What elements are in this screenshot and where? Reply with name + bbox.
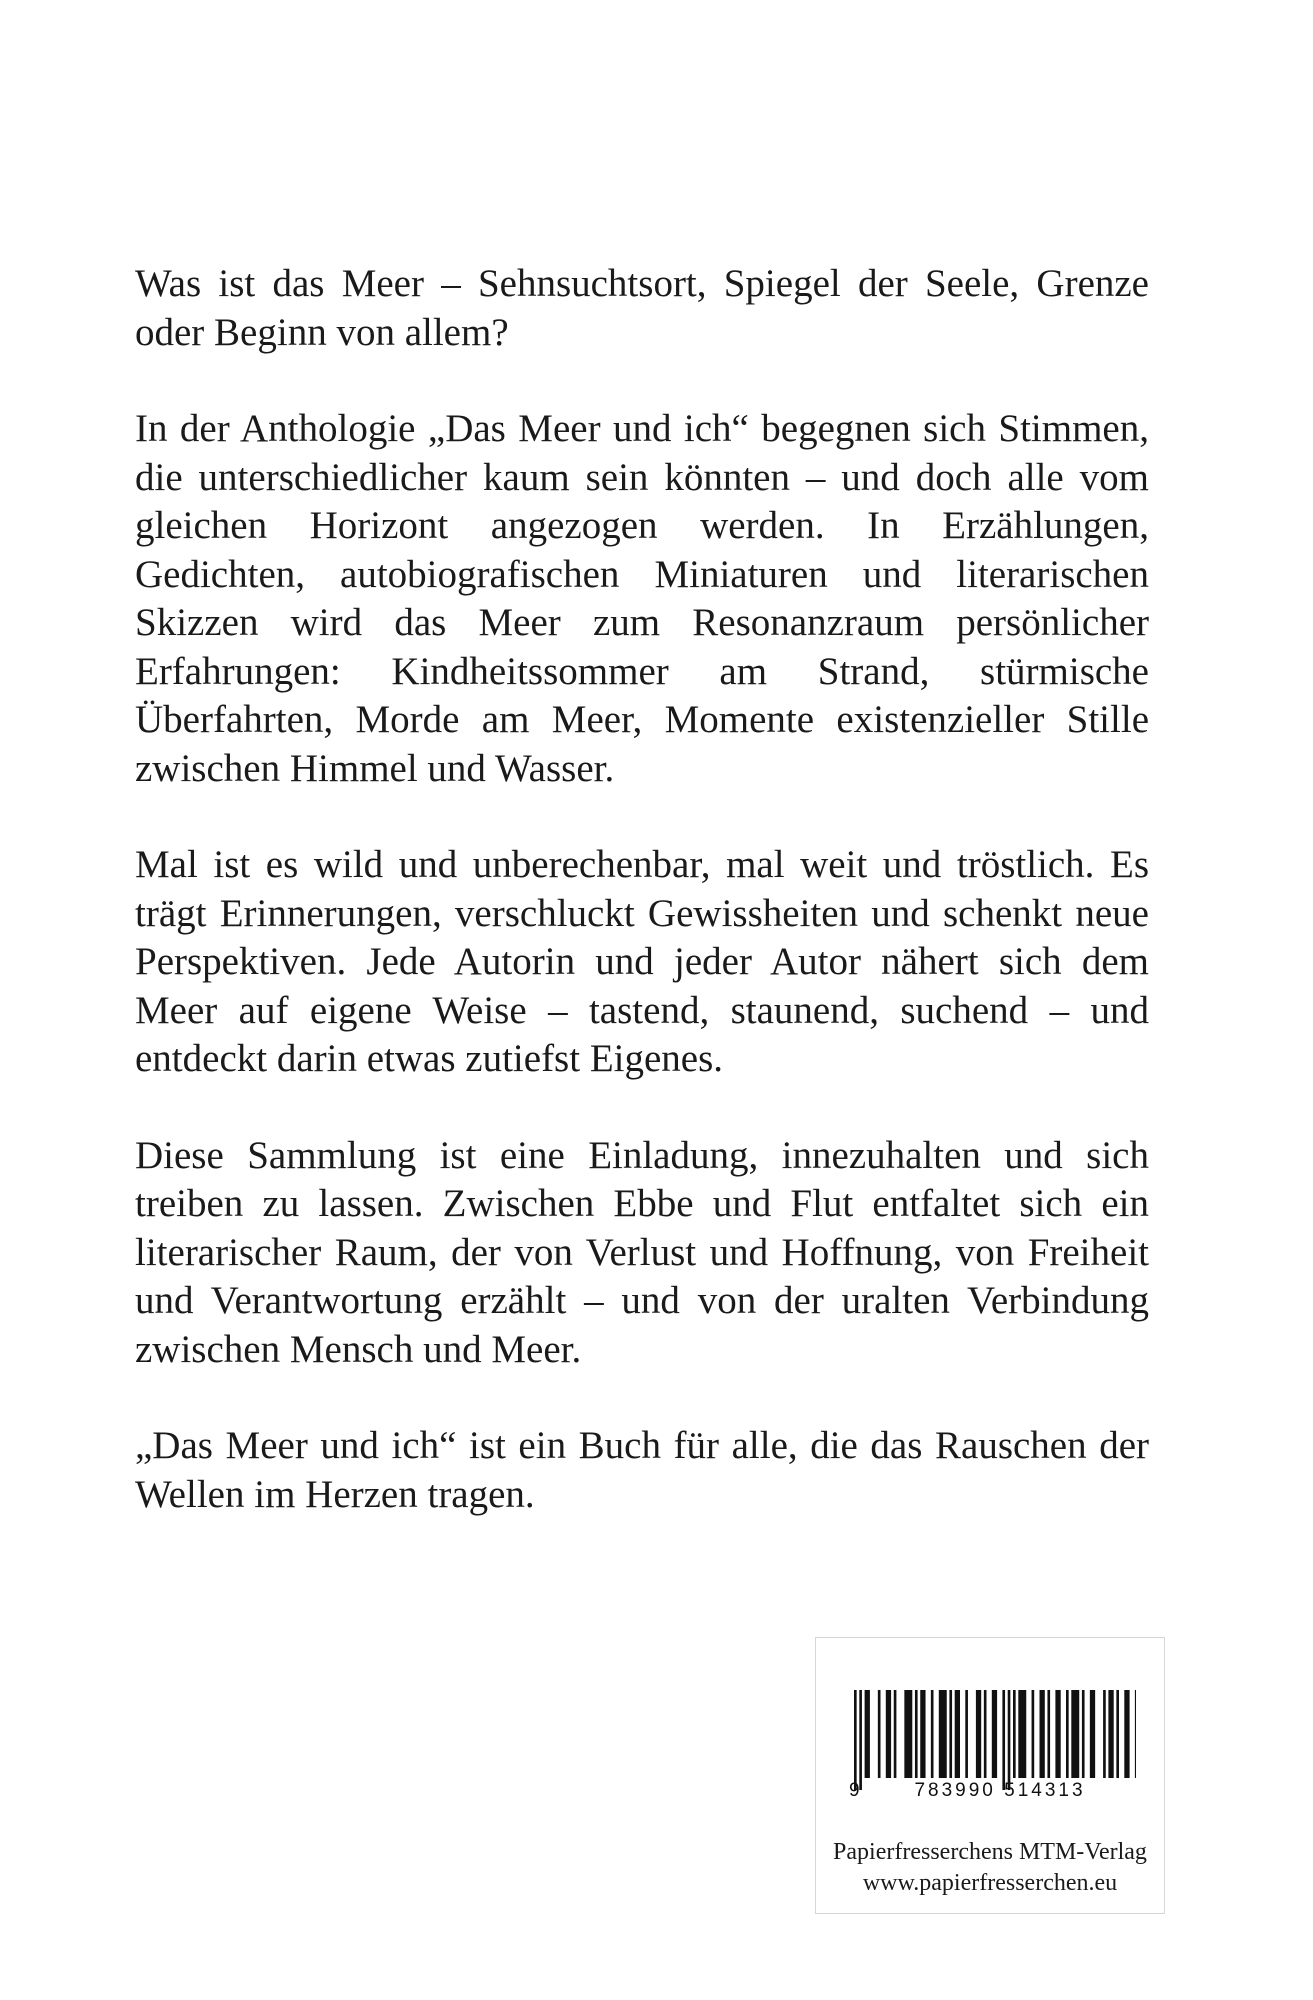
barcode-bar [1047, 1690, 1050, 1778]
publisher-name: Papierfresserchens MTM-Verlag [833, 1839, 1147, 1865]
barcode-bar [1135, 1690, 1136, 1778]
barcode-bar [1066, 1690, 1069, 1778]
barcode-bar [1018, 1690, 1026, 1778]
barcode-bar [984, 1690, 987, 1778]
blurb-paragraph: Was ist das Meer – Sehnsuchtsort, Spiegel der Seele, Grenze oder Beginn von allem? [135, 262, 1149, 354]
barcode-guard-bar [854, 1690, 857, 1790]
barcode-bar [894, 1690, 897, 1778]
barcode-bar [1108, 1690, 1113, 1778]
barcode-bar [992, 1690, 997, 1778]
barcode-bar [939, 1690, 947, 1778]
barcode-first-digit: 9 [849, 1780, 861, 1801]
barcode-bar [1116, 1690, 1119, 1778]
barcode-bar [904, 1690, 912, 1778]
barcode-bar [1124, 1690, 1129, 1778]
barcode-box [815, 1637, 1165, 1914]
barcode-guard-bar [859, 1690, 862, 1790]
blurb-paragraph: „Das Meer und ich“ ist ein Buch für alle, die das Rauschen der Wellen im Herzen tragen. [135, 1424, 1149, 1516]
barcode-bar [1040, 1690, 1045, 1778]
barcode-bar [920, 1690, 925, 1778]
barcode-bar [1055, 1690, 1060, 1778]
barcode-guard-bar [1002, 1690, 1005, 1790]
barcode-bar [1071, 1690, 1079, 1778]
barcode-bar [915, 1690, 918, 1778]
barcode-bar [878, 1690, 881, 1778]
barcode-bar [955, 1690, 960, 1778]
barcode-bar [865, 1690, 870, 1778]
back-cover-blurb [135, 260, 1149, 1519]
barcode-bar [1013, 1690, 1016, 1778]
barcode-bar [965, 1690, 968, 1778]
blurb-paragraph: In der Anthologie „Das Meer und ich“ begegnen sich Stimmen, die unterschiedlicher kaum sein könnten – und doch alle vom gleichen Horizont angezogen werden. In Erzählungen, Gedichten, autobiografischen Miniaturen und literarischen Skizzen wird das Meer zum Resonanzraum persönlicher Erfahrungen: Kindheitssommer am Strand, stürmische Überfahrten, Morde am Meer, Momente existenzieller Stille zwischen Himmel und Wasser. [135, 407, 1149, 790]
barcode-guard-bar [1008, 1690, 1011, 1790]
barcode-bar [931, 1690, 934, 1778]
barcode-bar [1103, 1690, 1106, 1778]
blurb-paragraph: Diese Sammlung ist eine Einladung, innezuhalten und sich treiben zu lassen. Zwischen Ebbe und Flut entfaltet sich ein literarischer Raum, der von Verlust und Hoffnung, von Freiheit und Verantwortung erzählt – und von der uralten Verbindung zwischen Mensch und Meer. [135, 1133, 1149, 1371]
barcode-bar [1082, 1690, 1085, 1778]
barcode-bar [976, 1690, 981, 1778]
publisher-url: www.papierfresserchen.eu [862, 1870, 1118, 1896]
barcode-bar [1032, 1690, 1035, 1778]
barcode-bar [1090, 1690, 1095, 1778]
barcode-digits: 783990 514313 [914, 1780, 1086, 1801]
barcode-bar [886, 1690, 891, 1778]
blurb-paragraph: Mal ist es wild und unberechenbar, mal weit und tröstlich. Es trägt Erinnerungen, verschluckt Gewissheiten und schenkt neue Perspektiven. Jede Autorin und jeder Autor nähert sich dem Meer auf eigene Weise – tastend, staunend, suchend – und entdeckt darin etwas zutiefst Eigenes. [135, 843, 1149, 1080]
barcode-bar [949, 1690, 952, 1778]
